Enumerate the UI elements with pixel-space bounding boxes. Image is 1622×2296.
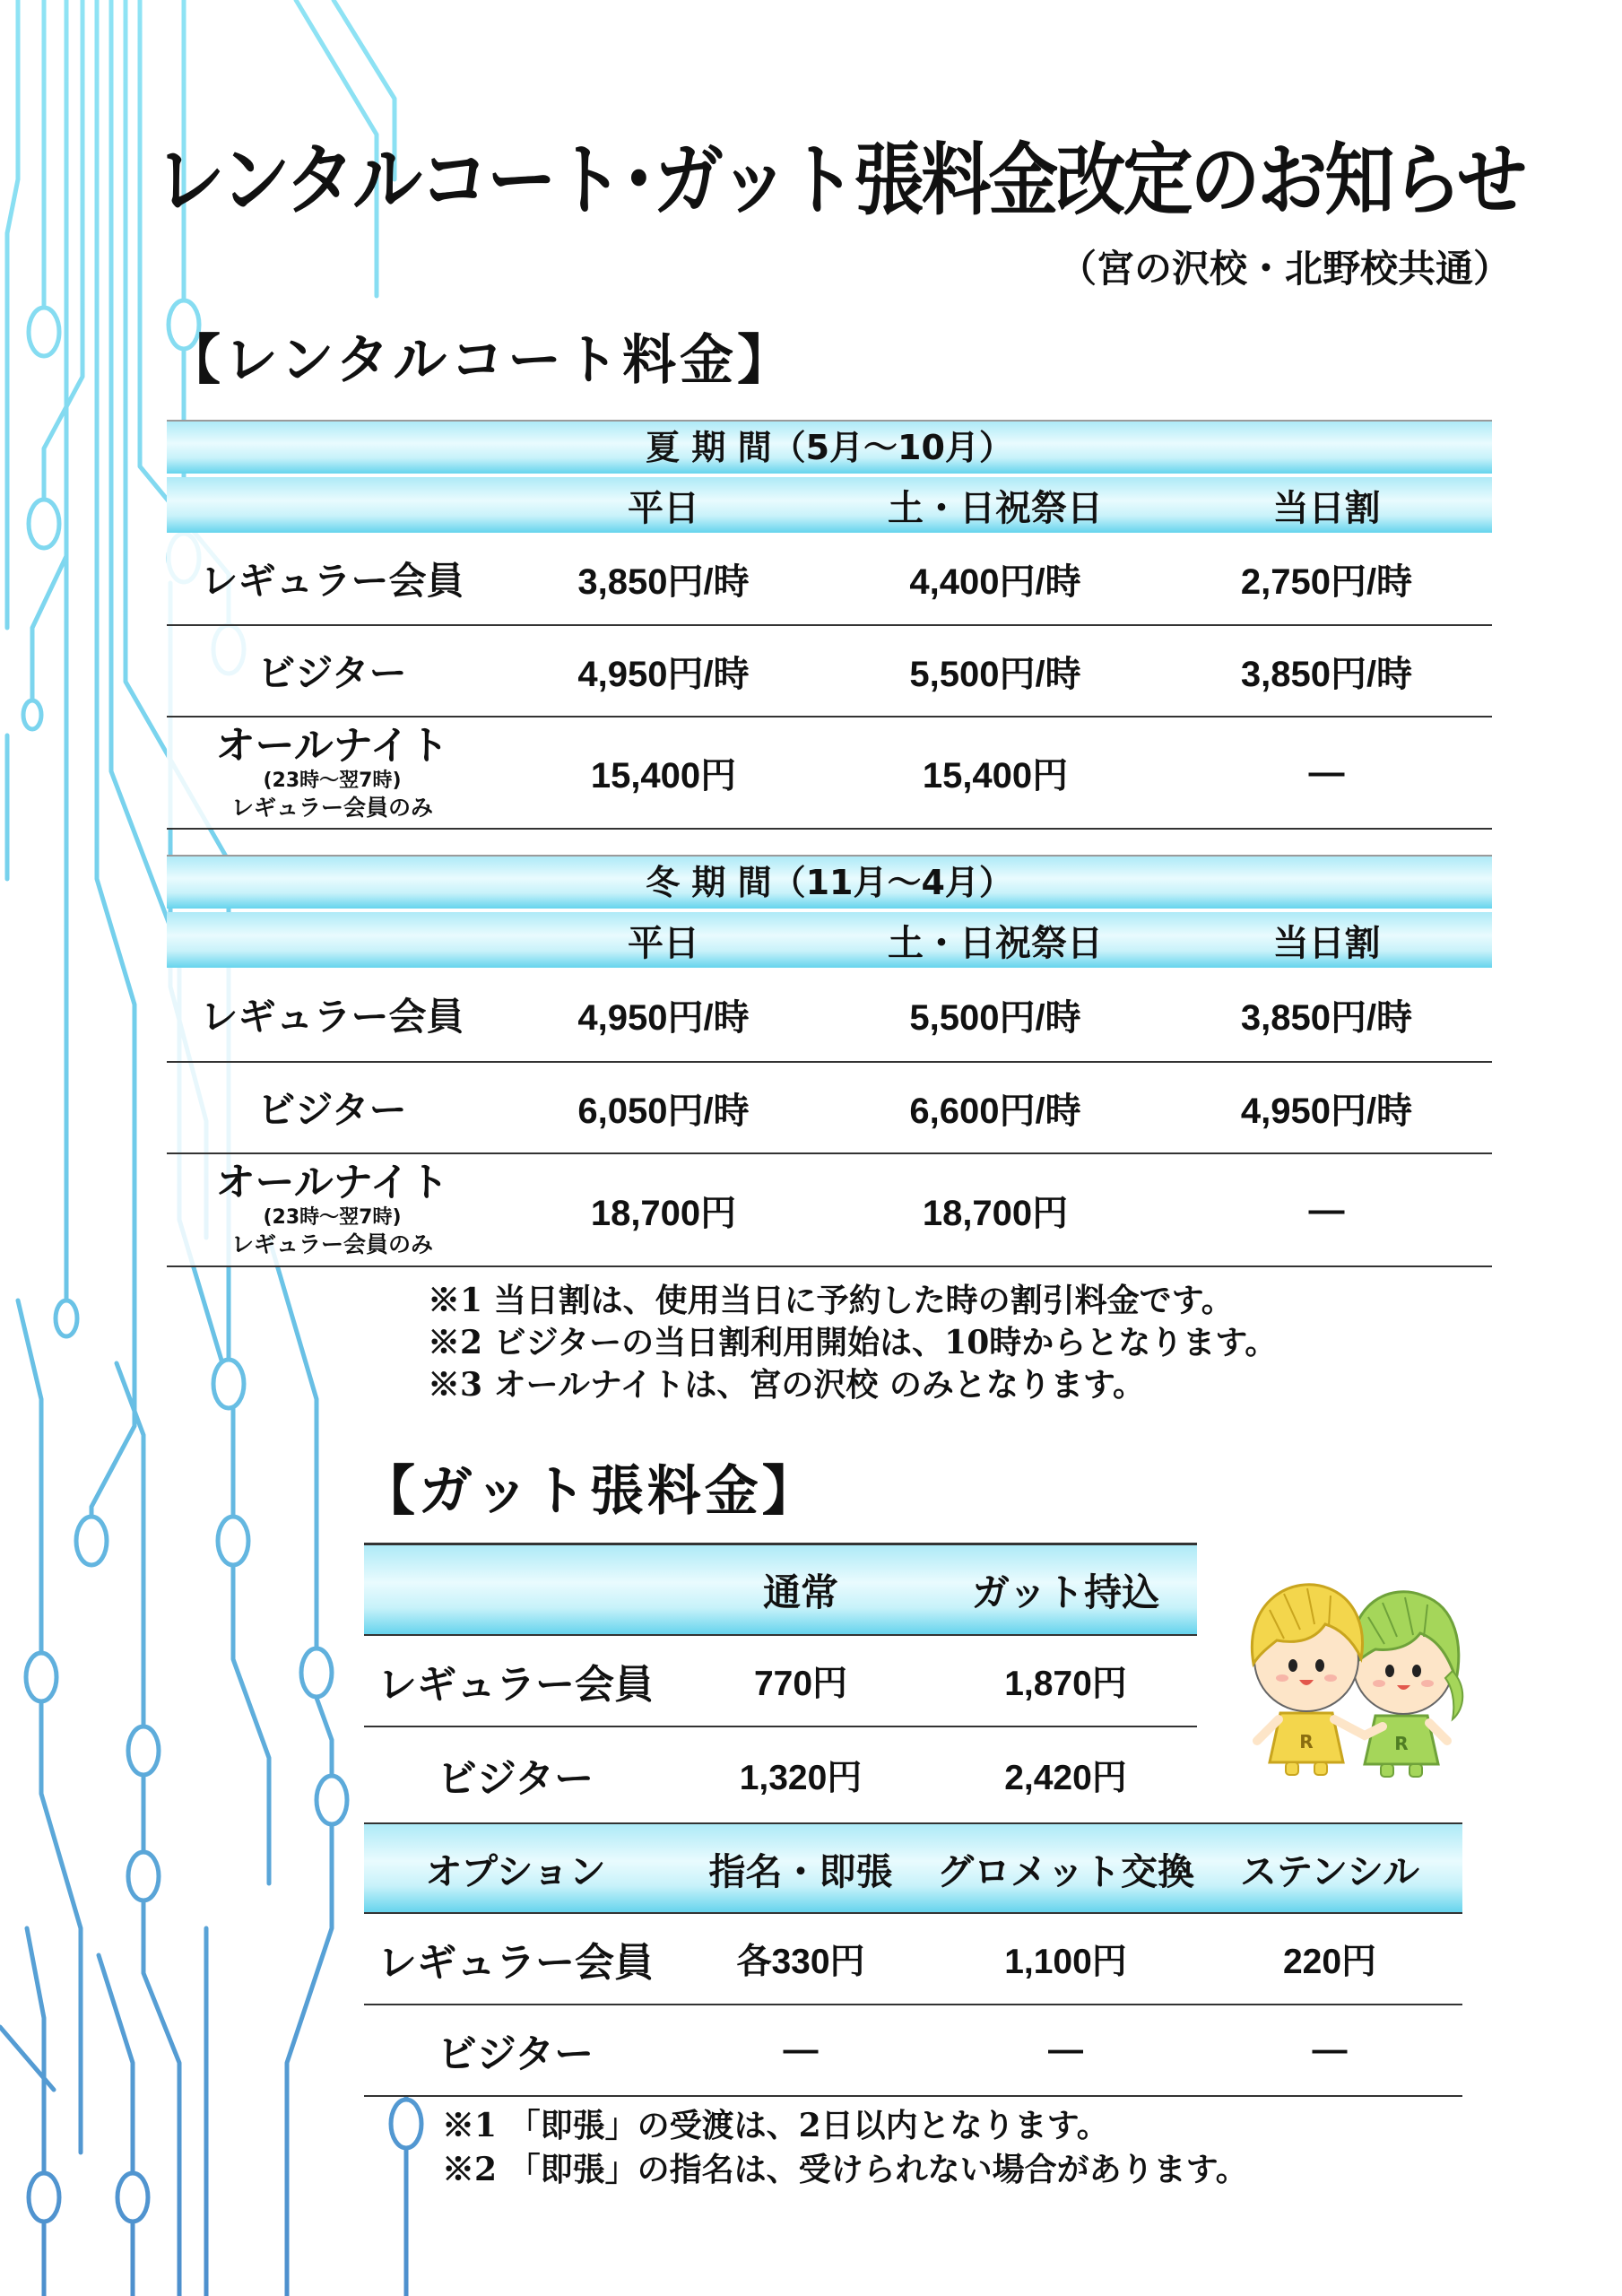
price-cell: 1,870円 [1004, 1665, 1127, 1703]
allnight-restriction: レギュラー会員のみ [230, 794, 433, 821]
note-emphasis: 宮の沢校 [749, 1367, 879, 1404]
price-cell: 4,950円/時 [1240, 1091, 1413, 1131]
price-cell: 3,850円/時 [1240, 997, 1413, 1038]
table-row [167, 1154, 1492, 1267]
row-label: ビジター [437, 1756, 594, 1802]
allnight-label: オールナイト [215, 722, 449, 769]
table-row [167, 718, 1492, 830]
green-hair-mascot [1351, 1592, 1463, 1777]
column-grommet-replacement: グロメット交換 [937, 1849, 1194, 1893]
price-cell: 各330円 [736, 1943, 865, 1981]
price-cell: ― [783, 2031, 819, 2069]
gut-column-header [364, 1543, 1197, 1636]
column-bring-own-gut: ガット持込 [971, 1570, 1160, 1614]
allnight-hours: (23時～翌7時) [263, 1206, 402, 1229]
winter-column-header [167, 912, 1492, 968]
row-label [167, 1161, 498, 1259]
price-cell: 770円 [753, 1665, 848, 1703]
price-cell: 18,700円 [922, 1193, 1069, 1233]
note-line [428, 1364, 1277, 1406]
note-line: ※2 ビジターの当日割利用開始は、10時からとなります。 [428, 1324, 1278, 1361]
column-stencil: ステンシル [1239, 1849, 1420, 1893]
row-label: レギュラー会員 [377, 1940, 654, 1986]
price-cell: 1,100円 [1004, 1943, 1127, 1981]
column-same-day-discount: 当日割 [1272, 487, 1381, 529]
price-cell: 4,950円/時 [577, 654, 750, 694]
price-cell: 220円 [1282, 1943, 1377, 1981]
table-row [167, 968, 1492, 1063]
page-title: レンタルコート･ガット張料金改定のお知らせ [155, 135, 1525, 227]
column-weekday: 平日 [628, 922, 699, 964]
column-nomination-express: 指名・即張 [708, 1849, 893, 1893]
allnight-hours: (23時～翌7時) [263, 769, 402, 792]
summer-period-header: 夏 期 間（5月～10月） [167, 420, 1492, 474]
price-cell: 5,500円/時 [909, 997, 1081, 1038]
price-cell: 4,950円/時 [577, 997, 750, 1038]
note-text: のみとなります。 [878, 1366, 1146, 1404]
option-column-header [364, 1822, 1462, 1914]
price-cell: 15,400円 [590, 756, 737, 796]
note-line: ※2 「即張」の指名は、受けられない場合があります。 [442, 2151, 1248, 2188]
rental-court-heading: 【レンタルコート料金】 [167, 329, 795, 392]
summer-rate-table [167, 420, 1492, 830]
row-label: ビジター [437, 2031, 594, 2077]
note-line: ※1 「即張」の受渡は、2日以内となります。 [442, 2107, 1109, 2144]
column-same-day-discount: 当日割 [1272, 922, 1381, 964]
column-standard: 通常 [762, 1570, 838, 1614]
row-label: ビジター [257, 1088, 407, 1132]
price-cell: 4,400円/時 [909, 561, 1081, 602]
row-label [167, 724, 498, 822]
price-cell: 2,420円 [1004, 1759, 1127, 1797]
rental-notes [428, 1280, 1277, 1406]
table-row [364, 1727, 1197, 1822]
summer-column-header [167, 477, 1492, 533]
table-row [364, 1914, 1462, 2005]
price-cell: 3,850円/時 [1240, 654, 1413, 694]
table-row [167, 626, 1492, 718]
price-cell: 5,500円/時 [909, 654, 1081, 694]
note-line: ※1 当日割は、使用当日に予約した時の割引料金です。 [428, 1282, 1234, 1319]
column-weekday: 平日 [628, 487, 699, 529]
price-cell: 2,750円/時 [1240, 561, 1413, 602]
page-subtitle: （宮の沢校・北野校共通） [1058, 247, 1511, 291]
price-cell: ― [1308, 752, 1345, 792]
mascot-characters-illustration [1221, 1565, 1490, 1780]
table-row [167, 1063, 1492, 1154]
price-cell: ― [1312, 2031, 1348, 2069]
winter-rate-table [167, 855, 1492, 1267]
table-row [167, 533, 1492, 626]
price-cell: 15,400円 [922, 756, 1069, 796]
price-cell: ― [1308, 1189, 1345, 1230]
table-row [364, 2005, 1462, 2097]
allnight-label: オールナイト [215, 1160, 449, 1205]
column-weekend-holiday: 土・日祝祭日 [888, 922, 1103, 964]
row-label: レギュラー会員 [200, 559, 464, 603]
row-label: ビジター [257, 651, 407, 695]
table-row [364, 1636, 1197, 1727]
price-cell: 6,050円/時 [577, 1091, 750, 1131]
shirt-letter: R [1394, 1733, 1409, 1754]
price-cell: 18,700円 [590, 1193, 737, 1233]
shirt-letter: R [1299, 1731, 1314, 1752]
price-cell: 3,850円/時 [577, 561, 750, 602]
price-cell: 6,600円/時 [909, 1091, 1081, 1131]
allnight-restriction: レギュラー会員のみ [230, 1231, 433, 1257]
price-cell: ― [1048, 2031, 1083, 2069]
gut-stringing-heading: 【ガット張料金】 [361, 1460, 820, 1523]
row-label: レギュラー会員 [377, 1662, 654, 1708]
column-weekend-holiday: 土・日祝祭日 [888, 487, 1103, 529]
price-cell: 1,320円 [739, 1759, 863, 1797]
note-text: ※3 オールナイトは、 [428, 1366, 750, 1404]
option-label: オプション [425, 1849, 606, 1893]
row-label: レギュラー会員 [200, 995, 464, 1039]
gut-notes [442, 2104, 1248, 2192]
winter-period-header: 冬 期 間（11月～4月） [167, 855, 1492, 909]
